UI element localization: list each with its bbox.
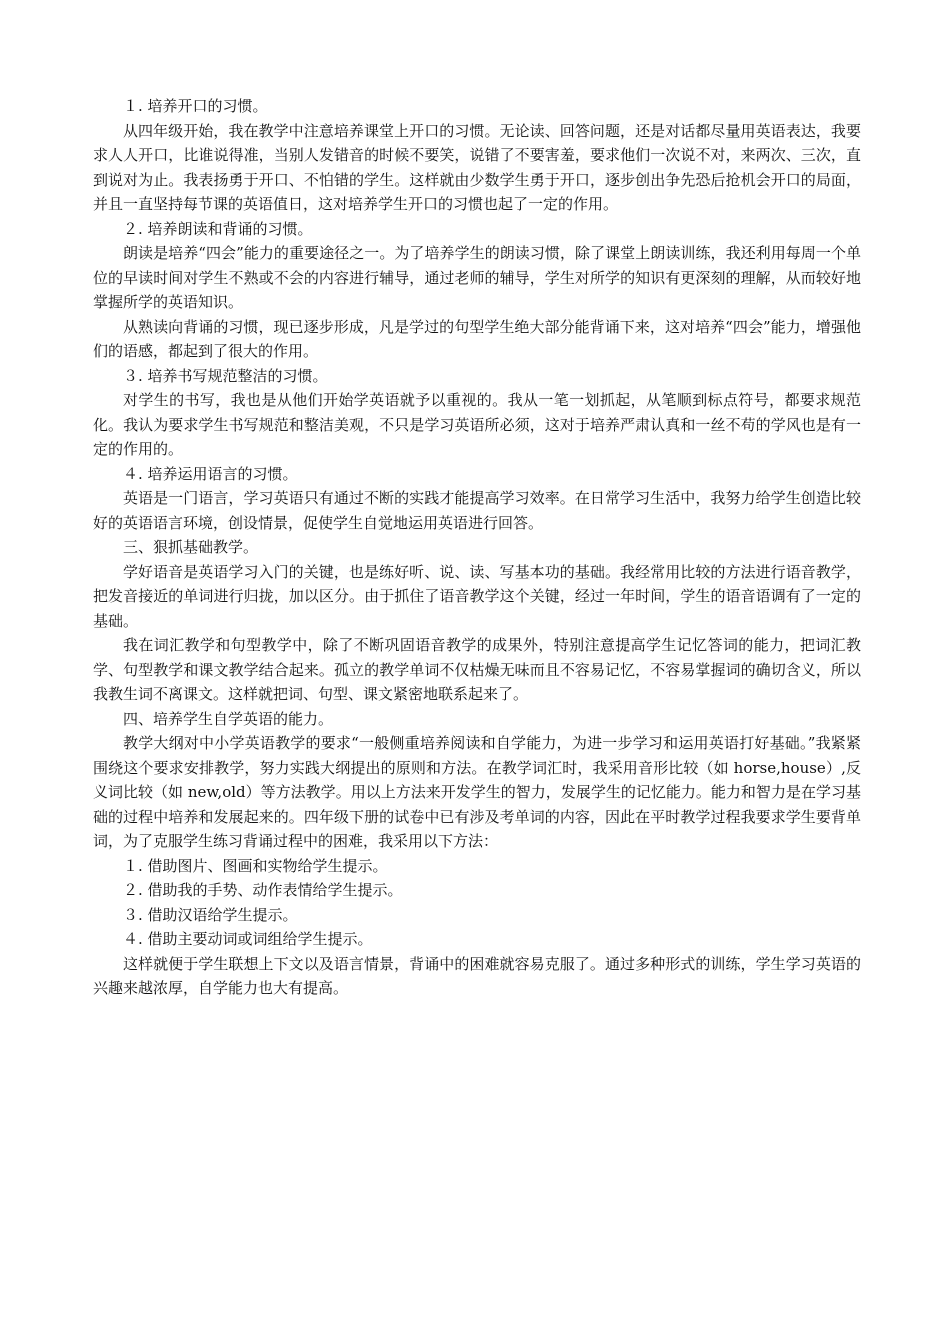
paragraph: 从四年级开始，我在教学中注意培养课堂上开口的习惯。无论读、回答问题，还是对话都尽量用英语表达，我要求人人开口，比谁说得准，当别人发错音的时候不要笑，说错了不要害羞，要求他们一次说不对，来两次、三次，直到说对为止。我表扬勇于开口、不怕错的学生。这样就由少数学生勇于开口，逐步创出争先恐后抢机会开口的局面，并且一直坚持每节课的英语值日，这对培养学生开口的习惯也起了一定的作用。	[93, 121, 861, 213]
section-heading: 三、狠抓基础教学。	[123, 538, 259, 556]
list-item: ２. 借助我的手势、动作表情给学生提示。	[123, 881, 403, 899]
section-heading: ４. 培养运用语言的习惯。	[123, 464, 298, 483]
section-heading: 四、培养学生自学英语的能力。	[123, 709, 334, 728]
section-heading: ３. 培养书写规范整洁的习惯。	[123, 366, 328, 385]
list-item: ３. 借助汉语给学生提示。	[123, 905, 298, 924]
paragraph: 我在词汇教学和句型教学中，除了不断巩固语音教学的成果外，特别注意提高学生记忆答词的能力，把词汇教学、句型教学和课文教学结合起来。孤立的教学单词不仅枯燥无味而且不容易记忆，不容易掌握词的确切含义，所以我教生词不离课文。这样就把词、句型、课文紧密地联系起来了。	[93, 636, 861, 703]
paragraph: 学好语音是英语学习入门的关键，也是练好听、说、读、写基本功的基础。我经常用比较的方法进行语音教学，把发音接近的单词进行归拢，加以区分。由于抓住了语音教学这个关键，经过一年时间，学生的语音语调有了一定的基础。	[93, 562, 861, 630]
paragraph: 从熟读向背诵的习惯，现已逐步形成，凡是学过的句型学生绝大部分能背诵下来，这对培养“四会”能力，增强他们的语感，都起到了很大的作用。	[93, 317, 861, 360]
paragraph: 英语是一门语言，学习英语只有通过不断的实践才能提高学习效率。在日常学习生活中，我努力给学生创造比较好的英语语言环境，创设情景，促使学生自觉地运用英语进行回答。	[93, 489, 861, 532]
paragraph: 这样就便于学生联想上下文以及语言情景，背诵中的困难就容易克服了。通过多种形式的训练，学生学习英语的兴趣来越浓厚，自学能力也大有提高。	[93, 954, 861, 997]
section-heading: １. 培养开口的习惯。	[123, 97, 268, 115]
list-item: １. 借助图片、图画和实物给学生提示。	[123, 856, 388, 875]
paragraph: 朗读是培养“四会”能力的重要途径之一。为了培养学生的朗读习惯，除了课堂上朗读训练，我还利用每周一个单位的早读时间对学生不熟或不会的内容进行辅导，通过老师的辅导，学生对所学的知识有更深刻的理解，从而较好地掌握所学的英语知识。	[93, 244, 861, 311]
section-heading: ２. 培养朗读和背诵的习惯。	[123, 219, 313, 238]
paragraph: 教学大纲对中小学英语教学的要求“一般侧重培养阅读和自学能力，为进一步学习和运用英语打好基础。”我紧紧围绕这个要求安排教学，努力实践大纲提出的原则和方法。在教学词汇时，我采用音形比较（如 horse,house）,反义词比较（如 new,old）等方法教学。用以上方法来开发学生的智力，发展学生的记忆能力。能力和智力是在学习基础的过程中培养和发展起来的。四年级下册的试卷中已有涉及考单词的内容，因此在平时教学过程我要求学生要背单词，为了克服学生练习背诵过程中的困难，我采用以下方法：	[93, 734, 861, 850]
document-body	[93, 94, 861, 1001]
list-item: ４. 借助主要动词或词组给学生提示。	[123, 930, 373, 948]
paragraph: 对学生的书写，我也是从他们开始学英语就予以重视的。我从一笔一划抓起，从笔顺到标点符号，都要求规范化。我认为要求学生书写规范和整洁美观，不只是学习英语所必须，这对于培养严肃认真和一丝不苟的学风也是有一定的作用的。	[93, 391, 861, 458]
